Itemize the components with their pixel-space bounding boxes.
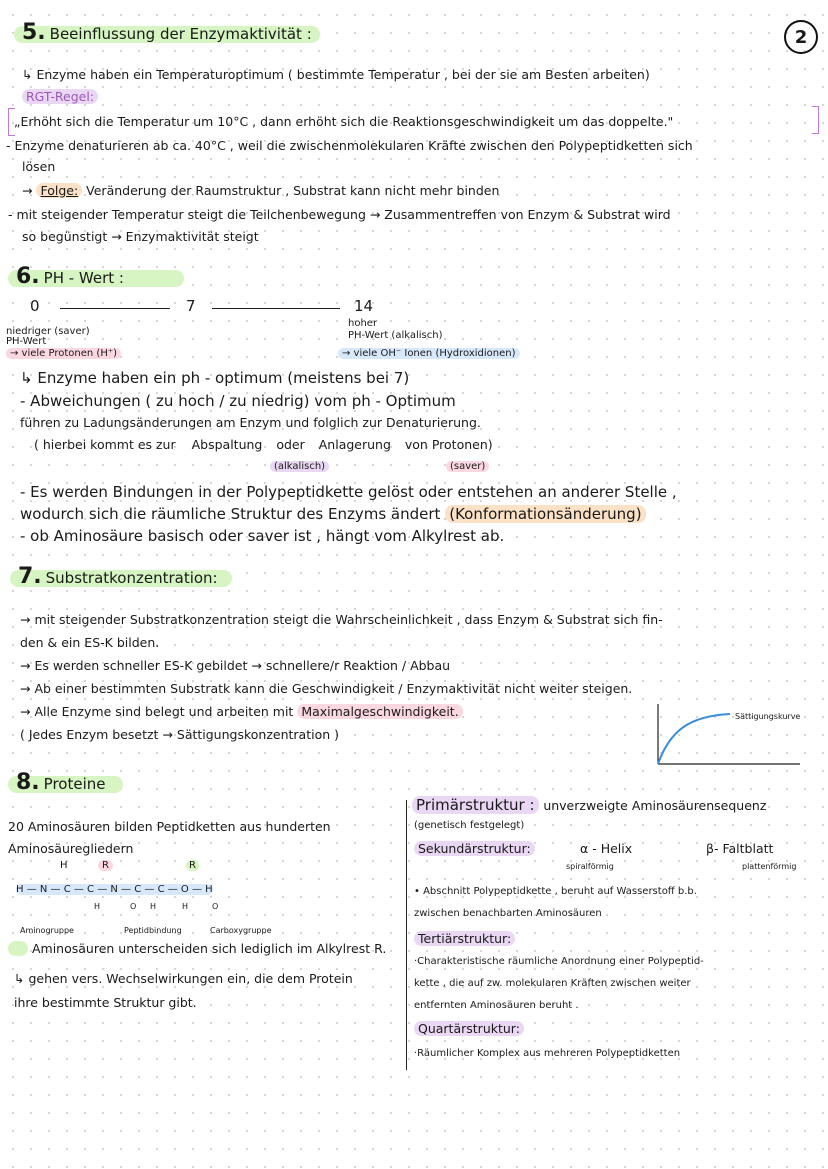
- s8-line-3-marker: [8, 941, 28, 956]
- s6-anlagerung: Anlagerung: [318, 437, 391, 452]
- s5-line-5a: - mit steigender Temperatur steigt die Teilchenbewegung → Zusammentreffen von Enzym & Substrat wird: [8, 207, 671, 222]
- section-7-number: 7.: [18, 564, 42, 589]
- section-8-number: 8.: [16, 770, 40, 795]
- ph-scale-line-1: [60, 308, 170, 309]
- section-5-title: Beeinflussung der Enzymaktivität :: [49, 25, 312, 43]
- ph-low-label-2: PH-Wert: [6, 336, 47, 347]
- s7-line-4-text: → Alle Enzyme sind belegt und arbeiten mit: [20, 704, 294, 719]
- sekundaer-text-1: • Abschnitt Polypeptidkette , beruht auf Wasserstoff b.b.: [414, 886, 697, 897]
- rgt-rule-label: [22, 90, 98, 104]
- alpha-helix-sub: spiralförmig: [566, 862, 614, 871]
- s6-abspaltung: Abspaltung: [191, 437, 263, 452]
- tertiaer-text-1: ·Charakteristische räumliche Anordnung einer Polypeptid-: [414, 956, 704, 967]
- formula-chain-text: H — N — C — C — N — C — C — O — H: [16, 884, 213, 895]
- s6-line-5b: [20, 506, 646, 523]
- s6-alkalisch-text: (alkalisch): [270, 461, 329, 472]
- s7-line-5: ( Jedes Enzym besetzt → Sättigungskonzentration ): [20, 727, 340, 742]
- section-6-heading: [8, 264, 184, 289]
- s6-line-4-start: ( hierbei kommt es zur: [34, 437, 176, 452]
- s7-line-2: → Es werden schneller ES-K gebildet → schnellere/r Reaktion / Abbau: [20, 658, 451, 673]
- formula-r1-text: R: [98, 860, 113, 871]
- s5-line-4-arrow: →: [22, 183, 33, 198]
- formula-r1: [98, 860, 113, 872]
- ph-high-ions-text: → viele OH⁻ Ionen (Hydroxidionen): [338, 348, 520, 359]
- s5-line-4-rest: Veränderung der Raumstruktur , Substrat kann nicht mehr binden: [86, 183, 500, 198]
- saturation-curve-label: Sättigungskurve: [735, 712, 801, 721]
- s6-line-2: - Abweichungen ( zu hoch / zu niedrig) vom ph - Optimum: [20, 392, 456, 410]
- tertiaer-text-3: entfernten Aminosäuren beruht .: [414, 1000, 579, 1011]
- s6-line-4-end: von Protonen): [404, 437, 493, 452]
- ph-low-protons-text: → viele Protonen (H⁺): [6, 348, 121, 359]
- saturation-curve-graph: [650, 700, 810, 770]
- s7-line-4: [20, 705, 463, 719]
- quartaer-label-text: Quartärstruktur:: [414, 1021, 524, 1036]
- section-6-heading-highlight: [8, 264, 184, 289]
- alpha-helix: α - Helix: [580, 841, 633, 856]
- formula-peptidbindung: Peptidbindung: [124, 926, 182, 935]
- s5-line-4: [22, 184, 499, 198]
- section-7-heading-highlight: [10, 564, 232, 589]
- sekundaer-label-text: Sekundärstruktur:: [414, 841, 535, 856]
- page-number: 2: [794, 26, 808, 48]
- section-8-heading-highlight: [8, 770, 123, 795]
- rgt-rule-label-text: RGT-Regel:: [22, 89, 98, 104]
- s6-line-4: [34, 438, 493, 452]
- s6-line-6: - ob Aminosäure basisch oder saver ist , hängt vom Alkylrest ab.: [20, 527, 505, 545]
- rgt-quote: „Erhöht sich die Temperatur um 10°C , dann erhöht sich die Reaktionsgeschwindigkeit um das doppelte.": [14, 114, 674, 129]
- s6-line-5b-text: wodurch sich die räumliche Struktur des Enzyms ändert: [20, 505, 441, 523]
- formula-o-2: O: [212, 902, 219, 911]
- quartaer-label: [414, 1022, 524, 1036]
- formula-h-bottom-3: H: [182, 902, 189, 911]
- primaer-text: unverzweigte Aminosäurensequenz: [543, 798, 767, 813]
- ph-scale-line-2: [212, 308, 340, 309]
- s8-line-3-text: Aminosäuren unterscheiden sich lediglich im Alkylrest R.: [31, 941, 387, 956]
- section-6-title: PH - Wert :: [43, 269, 124, 287]
- ph-scale-7: 7: [186, 297, 196, 315]
- ph-scale-14: 14: [354, 297, 374, 315]
- formula-chain: [16, 884, 213, 896]
- primaer-sub: (genetisch festgelegt): [414, 820, 525, 831]
- amino-acid-formula: [16, 860, 316, 930]
- s5-line-5b: so begünstigt → Enzymaktivität steigt: [22, 229, 259, 244]
- s8-line-4a: ↳ gehen vers. Wechselwirkungen ein, die dem Protein: [14, 971, 353, 986]
- s5-folge: Folge:: [36, 183, 82, 198]
- tertiaer-label-text: Tertiärstruktur:: [414, 931, 515, 946]
- s8-line-4b: ihre bestimmte Struktur gibt.: [14, 995, 197, 1010]
- tertiaer-text-2: kette , die auf zw. molekularen Kräften zwischen weiter: [414, 978, 691, 989]
- s8-line-2: Aminosäuregliedern: [8, 841, 134, 856]
- s8-line-1: 20 Aminosäuren bilden Peptidketten aus hunderten: [8, 819, 331, 834]
- quote-bracket-right: [812, 106, 819, 134]
- formula-o-1: O: [130, 902, 137, 911]
- primaer-heading: [412, 797, 766, 814]
- section-8-title: Proteine: [43, 775, 106, 793]
- section-5-number: 5.: [22, 20, 46, 45]
- page-number-circle: [784, 20, 818, 54]
- formula-aminogruppe: Aminogruppe: [20, 926, 74, 935]
- ph-high-label: hoher: [348, 318, 378, 329]
- s6-konformation: (Konformationsänderung): [445, 505, 645, 523]
- s6-line-5a: - Es werden Bindungen in der Polypeptidkette gelöst oder entstehen an anderer Stelle ,: [20, 483, 677, 501]
- section-5-heading-highlight: [14, 20, 320, 45]
- ph-low-protons: [6, 348, 121, 360]
- tertiaer-label: [414, 932, 515, 946]
- beta-faltblatt-sub: plattenförmig: [742, 862, 797, 871]
- formula-h-bottom-1: H: [94, 902, 101, 911]
- formula-h-top: H: [60, 860, 68, 871]
- s7-line-3: → Ab einer bestimmten Substratk kann die Geschwindigkeit / Enzymaktivität nicht weiter steigen.: [20, 681, 633, 696]
- s5-line-1: ↳ Enzyme haben ein Temperaturoptimum ( bestimmte Temperatur , bei der sie am Besten arbeiten): [22, 67, 650, 82]
- quartaer-text-1: ·Räumlicher Komplex aus mehreren Polypeptidketten: [414, 1048, 681, 1059]
- section-6-number: 6.: [16, 264, 40, 289]
- ph-scale-0: 0: [30, 297, 40, 315]
- s6-saver: [446, 461, 489, 473]
- s6-oder: oder: [276, 437, 305, 452]
- ph-high-ions: [338, 348, 520, 360]
- s6-line-3: führen zu Ladungsänderungen am Enzym und folglich zur Denaturierung.: [20, 415, 481, 430]
- formula-h-bottom-2: H: [150, 902, 157, 911]
- s6-line-1: ↳ Enzyme haben ein ph - optimum (meistens bei 7): [20, 369, 410, 387]
- s7-line-1b: den & ein ES-K bilden.: [20, 635, 160, 650]
- primaer-label: Primärstruktur :: [412, 796, 539, 814]
- section-8-heading: [8, 770, 123, 795]
- s5-line-3b: lösen: [22, 159, 56, 174]
- sekundaer-label: [414, 842, 535, 856]
- formula-r2-text: R: [186, 860, 199, 871]
- formula-r2: [186, 860, 199, 872]
- formula-carboxygruppe: Carboxygruppe: [210, 926, 272, 935]
- s5-line-3a: - Enzyme denaturieren ab ca. 40°C , weil die zwischenmolekularen Kräfte zwischen den Polypeptidketten sich: [6, 138, 693, 153]
- ph-low-label: niedriger (saver): [6, 326, 90, 337]
- s6-alkalisch: [270, 461, 329, 473]
- section-5-heading: [14, 20, 320, 45]
- s7-maximalgeschwindigkeit: Maximalgeschwindigkeit.: [297, 704, 462, 719]
- section-7-title: Substratkonzentration:: [45, 569, 218, 587]
- s7-line-1a: → mit steigender Substratkonzentration steigt die Wahrscheinlichkeit , dass Enzym & Substrat sich fin-: [20, 612, 663, 627]
- s8-line-3: [8, 942, 386, 956]
- column-divider: [406, 800, 407, 1070]
- beta-faltblatt: β- Faltblatt: [706, 841, 774, 856]
- saturation-curve: [658, 714, 730, 764]
- s6-saver-text: (saver): [446, 461, 489, 472]
- section-7-heading: [10, 564, 232, 589]
- ph-high-label-2: PH-Wert (alkalisch): [348, 330, 443, 341]
- sekundaer-text-2: zwischen benachbarten Aminosäuren: [414, 908, 602, 919]
